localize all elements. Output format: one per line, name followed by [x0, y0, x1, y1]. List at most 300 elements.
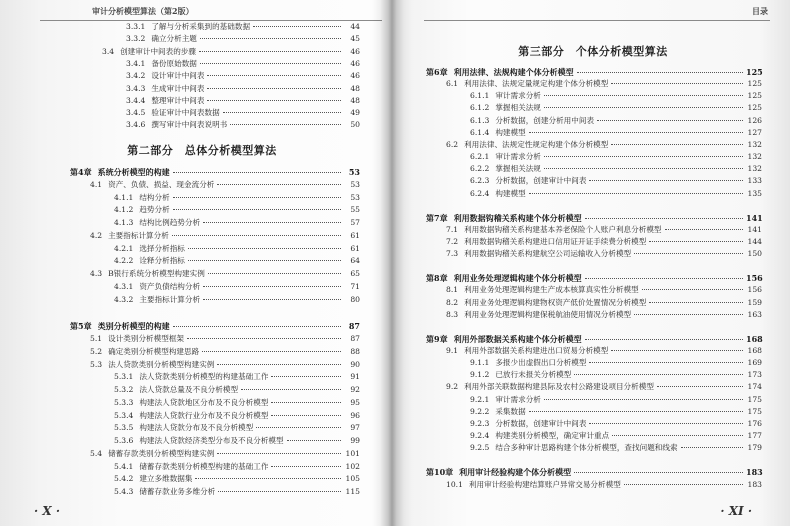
toc-entry: [470, 394, 762, 406]
toc-entry-title: 分析数据，创建审计中间表: [495, 176, 587, 186]
toc-entry-title: 采集数据: [495, 406, 526, 416]
toc-entry-number: 3.4.2: [126, 71, 146, 81]
toc-entry-page: 102: [345, 461, 360, 471]
toc-entry: [114, 217, 360, 229]
toc-entry-number: 第7章: [426, 212, 448, 223]
toc-chapter-entry: [426, 333, 762, 345]
toc-entry-page: 141: [746, 212, 763, 223]
dot-leader: [203, 286, 341, 287]
toc-entry-number: 5.3.4: [114, 410, 134, 420]
dot-leader: [287, 440, 341, 441]
toc-entry-title: 利用外部关联数据构建县际及农村公路建设项目分析模型: [464, 382, 654, 392]
toc-entry-title: 生成审计中间表: [151, 83, 205, 93]
dot-leader: [271, 415, 341, 416]
toc-entry-title: 法人贷款类别分析模型构建实例: [108, 359, 215, 369]
page-folio: · X ·: [34, 504, 61, 518]
toc-chapter-entry: [70, 320, 360, 332]
toc-entry-title: 利用数据钩稽关系构建基本养老保险个人账户利息分析模型: [464, 224, 662, 234]
toc-entry: [446, 78, 762, 90]
dot-leader: [529, 411, 743, 412]
toc-entry-page: 168: [746, 333, 763, 344]
toc-entry-number: 9.2.3: [470, 418, 490, 428]
toc-entry-title: 结构分析: [139, 192, 170, 202]
dot-leader: [203, 299, 341, 300]
dot-leader: [544, 168, 743, 169]
toc-entry-number: 9.1.1: [470, 358, 490, 368]
toc-entry-number: 5.3.5: [114, 423, 134, 433]
toc-entry-page: 183: [747, 479, 762, 489]
dot-leader: [611, 144, 743, 145]
toc-entry-page: 133: [747, 176, 762, 186]
dot-leader: [544, 107, 743, 108]
toc-entry: [446, 345, 762, 357]
toc-entry-number: 4.3.1: [114, 281, 134, 291]
toc-entry-page: 95: [350, 397, 360, 407]
toc-entry-title: 趋势分析: [139, 205, 170, 215]
toc-entry: [90, 448, 360, 460]
dot-leader: [585, 339, 743, 340]
toc-entry-page: 46: [350, 71, 360, 81]
toc-entry-title: 利用外部数据关系构建个体分析模型: [453, 333, 582, 344]
toc-entry-number: 6.1.1: [470, 91, 490, 101]
dot-leader: [200, 63, 341, 64]
toc-entry-page: 92: [350, 385, 360, 394]
toc-entry-title: 利用法律、法规定量规定构建个体分析模型: [464, 79, 609, 89]
book-gutter: [372, 0, 412, 526]
toc-entry-title: 确立分析主题: [151, 34, 197, 44]
toc-entry-page: 115: [345, 487, 360, 496]
dot-leader: [271, 402, 341, 403]
toc-entry: [114, 486, 360, 498]
toc-chapter-entry: [70, 166, 360, 178]
toc-entry: [470, 115, 762, 127]
toc-entry-number: 5.3.3: [114, 397, 134, 407]
toc-entry-number: 6.1.2: [470, 103, 490, 113]
toc-chapter-entry: [426, 212, 762, 224]
toc-entry-number: 5.3.6: [114, 436, 134, 445]
toc-entry-number: 3.4.6: [126, 120, 146, 130]
toc-entry: [114, 461, 360, 473]
toc-entry: [126, 70, 360, 82]
toc-entry-number: 6.1.3: [470, 115, 490, 125]
toc-entry: [470, 369, 762, 381]
toc-entry-page: 64: [350, 256, 360, 266]
toc-entry-page: 46: [350, 58, 360, 68]
dot-leader: [207, 100, 341, 101]
toc-entry-page: 150: [747, 249, 762, 259]
dot-leader: [585, 278, 743, 279]
toc-entry-page: 156: [747, 285, 762, 295]
toc-entry-number: 第4章: [70, 167, 92, 177]
dot-leader: [589, 362, 743, 363]
dot-leader: [188, 260, 341, 261]
toc-entry-title: 法人贷款类别分析模型的构建基础工作: [139, 372, 269, 382]
dot-leader: [217, 184, 341, 185]
toc-entry-page: 177: [747, 431, 762, 441]
toc-entry-number: 4.1.2: [114, 205, 134, 215]
toc-entry: [114, 281, 360, 293]
toc-entry-page: 53: [350, 179, 360, 189]
toc-entry-title: 主要指标计算分析: [108, 230, 169, 240]
toc-entry-title: 审计需求分析: [495, 394, 541, 404]
dot-leader: [577, 72, 743, 73]
dot-leader: [217, 364, 341, 365]
page-folio: · XI ·: [720, 504, 752, 518]
dot-leader: [217, 453, 341, 454]
toc-entry: [90, 346, 360, 358]
toc-entry-title: 主要指标计算分析: [139, 294, 201, 304]
toc-entry-number: 4.2.2: [114, 256, 134, 266]
toc-entry-page: 80: [350, 294, 360, 304]
toc-entry-number: 4.1: [90, 179, 103, 189]
toc-entry: [470, 102, 762, 114]
toc-entry-number: 3.3.1: [126, 22, 146, 31]
toc-entry-title: 资产负债结构分析: [139, 281, 201, 291]
toc-entry-number: 8.2: [446, 297, 459, 307]
toc-entry-number: 第10章: [426, 467, 454, 478]
toc-entry-page: 61: [350, 230, 360, 240]
toc-entry: [114, 243, 360, 255]
dot-leader: [649, 302, 743, 303]
toc-chapter-entry: [426, 272, 762, 284]
dot-leader: [585, 218, 743, 219]
toc-entry-number: 第8章: [426, 273, 448, 284]
dot-leader: [574, 374, 743, 375]
toc-entry-title: 撰写审计中间表说明书: [151, 120, 228, 130]
toc-entry-number: 第5章: [70, 321, 92, 332]
dot-leader: [665, 229, 743, 230]
toc-entry: [446, 309, 762, 321]
toc-entry-page: 132: [747, 139, 762, 149]
left-page: [22, 0, 382, 526]
toc-entry-number: 4.3.2: [114, 294, 134, 304]
toc-entry-page: 132: [747, 164, 762, 174]
toc-entry-page: 90: [350, 359, 360, 369]
toc-entry-title: 利用业务处理逻辑构建保税航油使用情况分析模型: [464, 309, 632, 319]
toc-entry-page: 57: [350, 218, 360, 227]
toc-entry-title: 构建模型: [495, 188, 526, 198]
toc-entry-number: 4.2: [90, 230, 103, 240]
running-header: 目录: [752, 6, 768, 16]
toc-entry: [470, 357, 762, 369]
toc-entry-number: 5.1: [90, 334, 103, 343]
toc-entry-number: 5.4: [90, 448, 103, 458]
toc-entry-title: 审计需求分析: [495, 152, 541, 162]
toc-entry-title: 利用业务处理逻辑构建物权资产低价处置情况分析模型: [464, 297, 647, 307]
toc-entry-page: 88: [350, 346, 360, 356]
toc-entry-page: 87: [350, 334, 360, 343]
toc-entry-title: 法人贷款总量及不良分析模型: [139, 385, 239, 394]
toc-entry: [446, 297, 762, 309]
toc-entry-number: 6.1.4: [470, 127, 490, 137]
toc-entry-number: 7.3: [446, 249, 459, 259]
dot-leader: [642, 289, 743, 290]
toc-entry-page: 101: [345, 448, 360, 458]
toc-entry-number: 5.2: [90, 346, 103, 356]
toc-entry-number: 9.1.2: [470, 370, 490, 380]
toc-entry-number: 9.2: [446, 382, 459, 392]
toc-entry: [470, 430, 762, 442]
toc-entry-title: 结合多种审计思路构建个体分析模型，查找问题和线索: [495, 443, 678, 453]
toc-entry: [446, 139, 762, 151]
dot-leader: [256, 427, 341, 428]
toc-entry-page: 126: [747, 115, 762, 125]
toc-entry-title: 审计需求分析: [495, 91, 541, 101]
toc-entry-number: 4.1.1: [114, 192, 134, 202]
toc-entry-number: 3.3.2: [126, 34, 146, 44]
toc-entry: [446, 224, 762, 236]
dot-leader: [207, 75, 341, 76]
toc-entry-page: 46: [350, 46, 360, 56]
toc-entry-number: 8.1: [446, 285, 459, 295]
dot-leader: [200, 38, 341, 39]
toc-entry: [114, 410, 360, 422]
toc-entry-page: 48: [350, 95, 360, 105]
toc-entry-page: 179: [747, 443, 762, 453]
toc-entry-number: 6.2.2: [470, 164, 490, 174]
toc-entry-title: 类别分析模型的构建: [97, 321, 170, 332]
toc-entry-page: 99: [350, 436, 360, 445]
toc-entry: [446, 479, 762, 491]
dot-leader: [173, 197, 341, 198]
toc-entry-number: 8.3: [446, 309, 459, 319]
toc-entry-title: 分析数据，创建分析用中间表: [495, 115, 595, 125]
dot-leader: [611, 83, 743, 84]
toc-entry-title: 利用业务处理逻辑构建个体分析模型: [453, 273, 582, 284]
toc-entry-number: 9.1: [446, 346, 459, 355]
dot-leader: [681, 447, 743, 448]
dot-leader: [173, 172, 341, 173]
toc-entry-page: 53: [350, 192, 360, 202]
dot-leader: [223, 112, 341, 113]
dot-leader: [649, 241, 743, 242]
toc-entry-page: 97: [350, 423, 360, 433]
toc-entry-number: 6.2.3: [470, 176, 490, 186]
toc-entry: [114, 384, 360, 396]
toc-entry-title: 构建模型: [495, 127, 526, 137]
toc-entry-page: 50: [350, 120, 360, 130]
toc-entry-page: 176: [747, 418, 762, 428]
toc-entry-page: 61: [350, 243, 360, 253]
toc-entry-title: 多报少出虚假出口分析模型: [495, 358, 587, 368]
toc-entry-number: 6.1: [446, 79, 459, 89]
toc-entry-number: 4.3: [90, 269, 103, 278]
toc-entry-title: 创建审计中间表的步骤: [120, 46, 197, 56]
toc-entry-number: 9.2.4: [470, 431, 490, 441]
running-header: 审计分析模型算法（第2版）: [92, 6, 194, 16]
toc-entry: [470, 406, 762, 418]
toc-entry-page: 132: [747, 152, 762, 162]
dot-leader: [187, 338, 341, 339]
toc-chapter-entry: [426, 466, 762, 478]
toc-entry: [114, 435, 360, 447]
toc-entry-page: 125: [747, 103, 762, 113]
toc-entry-page: 168: [747, 346, 762, 355]
toc-entry: [114, 473, 360, 485]
toc-entry: [114, 397, 360, 409]
toc-entry-title: 确定类别分析模型构建思路: [108, 346, 200, 356]
toc-entry: [470, 163, 762, 175]
dot-leader: [544, 156, 743, 157]
toc-entry-number: 第6章: [426, 67, 448, 77]
toc-entry-page: 163: [747, 309, 762, 319]
toc-entry-page: 174: [747, 382, 762, 392]
toc-entry: [470, 418, 762, 430]
toc-entry-page: 156: [746, 273, 763, 284]
toc-entry-page: 169: [747, 358, 762, 368]
toc-entry-title: 整理审计中间表: [151, 95, 205, 105]
toc-entry: [126, 58, 360, 70]
toc-entry-title: 系统分析模型的构建: [97, 167, 170, 177]
toc-entry: [126, 107, 360, 119]
toc-entry-page: 127: [747, 127, 762, 137]
toc-entry-number: 3.4.4: [126, 95, 146, 105]
toc-entry-title: 储蓄存款类别分析模型构建的基础工作: [139, 461, 269, 471]
toc-entry: [126, 33, 360, 45]
dot-leader: [611, 350, 743, 351]
toc-entry: [446, 284, 762, 296]
toc-entry-number: 3.4.1: [126, 58, 146, 68]
toc-entry-title: 建立多维数据集: [139, 474, 193, 484]
toc-entry-title: 备份原始数据: [151, 58, 197, 68]
toc-entry: [446, 381, 762, 393]
toc-entry-title: 利用数据钩稽关系构建航空公司运输收入分析模型: [464, 249, 632, 259]
dot-leader: [634, 314, 743, 315]
toc-entry: [90, 268, 360, 280]
toc-entry: [114, 192, 360, 204]
toc-entry-title: 了解与分析采集到的基础数据: [151, 22, 251, 31]
toc-entry-title: 储蓄存款业务多维分析: [139, 487, 216, 496]
toc-entry-number: 5.4.3: [114, 487, 134, 496]
toc-entry-title: 利用法律、法规构建个体分析模型: [453, 67, 574, 77]
dot-leader: [188, 248, 341, 249]
dot-leader: [589, 180, 743, 181]
toc-entry: [470, 188, 762, 200]
dot-leader: [544, 95, 743, 96]
toc-entry-page: 173: [747, 370, 762, 380]
toc-entry-number: 5.3: [90, 359, 103, 369]
toc-entry-page: 48: [350, 83, 360, 93]
dot-leader: [597, 120, 743, 121]
toc-entry-title: 利用审计经验构建个体分析模型: [459, 467, 572, 478]
toc-entry-number: 6.2.1: [470, 152, 490, 162]
toc-entry-page: 65: [350, 269, 360, 278]
dot-leader: [624, 484, 743, 485]
toc-entry: [126, 83, 360, 95]
toc-entry: [126, 21, 360, 33]
toc-entry-page: 105: [345, 474, 360, 484]
toc-entry: [114, 422, 360, 434]
toc-entry-page: 96: [350, 410, 360, 420]
toc-entry-title: 利用外部数据关系构建进出口贸易分析模型: [464, 346, 609, 355]
toc-entry-number: 9.2.1: [470, 394, 490, 404]
dot-leader: [202, 351, 341, 352]
toc-entry-title: 资产、负债、损益、现金流分析: [108, 179, 215, 189]
dot-leader: [634, 253, 743, 254]
toc-entry-number: 10.1: [446, 479, 463, 489]
toc-entry-page: 144: [747, 236, 762, 246]
toc-entry-page: 53: [348, 167, 360, 177]
toc-entry-title: 分析数据，创建审计中间表: [495, 418, 587, 428]
toc-entry-title: 构建法人贷款分布及不良分析模型: [139, 423, 254, 433]
part-title: 第三部分 个体分析模型算法: [518, 45, 668, 58]
toc-entry: [446, 236, 762, 248]
toc-entry-number: 9.2.2: [470, 406, 490, 416]
toc-entry-number: 6.2: [446, 139, 459, 149]
dot-leader: [612, 435, 743, 436]
toc-entry-title: 构建法人贷款经济类型分布及不良分析模型: [139, 436, 284, 445]
toc-entry-page: 175: [747, 406, 762, 416]
toc-entry: [114, 255, 360, 267]
dot-leader: [241, 389, 341, 390]
dot-leader: [207, 88, 341, 89]
toc-entry: [90, 230, 360, 242]
toc-chapter-entry: [426, 66, 762, 78]
toc-entry: [126, 95, 360, 107]
toc-entry-title: 诠释分析指标: [139, 256, 185, 266]
dot-leader: [199, 51, 341, 52]
toc-entry-title: 储蓄存款类别分析模型构建实例: [108, 448, 215, 458]
toc-entry-title: 构建法人贷款行业分布及不良分析模型: [139, 410, 269, 420]
toc-entry: [470, 90, 762, 102]
toc-entry-title: 选择分析指标: [139, 243, 185, 253]
toc-entry-number: 7.2: [446, 236, 459, 246]
toc-entry-title: B银行系统分析模型构建实例: [108, 269, 205, 278]
dot-leader: [529, 193, 743, 194]
toc-entry-page: 125: [747, 79, 762, 89]
toc-entry-number: 5.4.2: [114, 474, 134, 484]
toc-entry-title: 利用数据钩稽关系构建个体分析模型: [453, 212, 582, 223]
toc-entry-page: 87: [348, 321, 360, 332]
toc-entry-number: 5.4.1: [114, 461, 134, 471]
toc-entry-page: 71: [350, 281, 360, 291]
toc-entry-page: 183: [746, 467, 763, 478]
dot-leader: [173, 326, 341, 327]
toc-entry-page: 125: [747, 91, 762, 101]
toc-entry-title: 结构比例趋势分析: [139, 218, 201, 227]
toc-entry: [90, 359, 360, 371]
toc-entry: [90, 333, 360, 345]
right-page: [404, 0, 782, 526]
toc-entry-number: 6.2.4: [470, 188, 490, 198]
toc-entry-page: 91: [350, 372, 360, 382]
toc-entry-number: 5.3.2: [114, 385, 134, 394]
dot-leader: [172, 235, 341, 236]
dot-leader: [589, 423, 743, 424]
part-title: 第二部分 总体分析模型算法: [127, 144, 277, 157]
dot-leader: [544, 399, 743, 400]
dot-leader: [253, 26, 341, 27]
toc-entry: [446, 248, 762, 260]
toc-entry: [470, 151, 762, 163]
dot-leader: [195, 478, 341, 479]
toc-entry-number: 3.4.5: [126, 108, 146, 118]
dot-leader: [271, 466, 341, 467]
toc-entry-page: 45: [350, 34, 360, 44]
toc-entry-number: 4.1.3: [114, 218, 134, 227]
toc-entry: [114, 294, 360, 306]
toc-entry-page: 44: [350, 22, 360, 31]
toc-entry-page: 135: [747, 188, 762, 198]
toc-entry-number: 9.2.5: [470, 443, 490, 453]
dot-leader: [657, 386, 743, 387]
toc-entry: [470, 442, 762, 454]
toc-entry-page: 125: [746, 67, 763, 77]
toc-entry: [470, 127, 762, 139]
toc-entry-title: 掌握相关法规: [495, 103, 541, 113]
toc-entry-number: 3.4: [102, 46, 115, 56]
dot-leader: [271, 376, 341, 377]
